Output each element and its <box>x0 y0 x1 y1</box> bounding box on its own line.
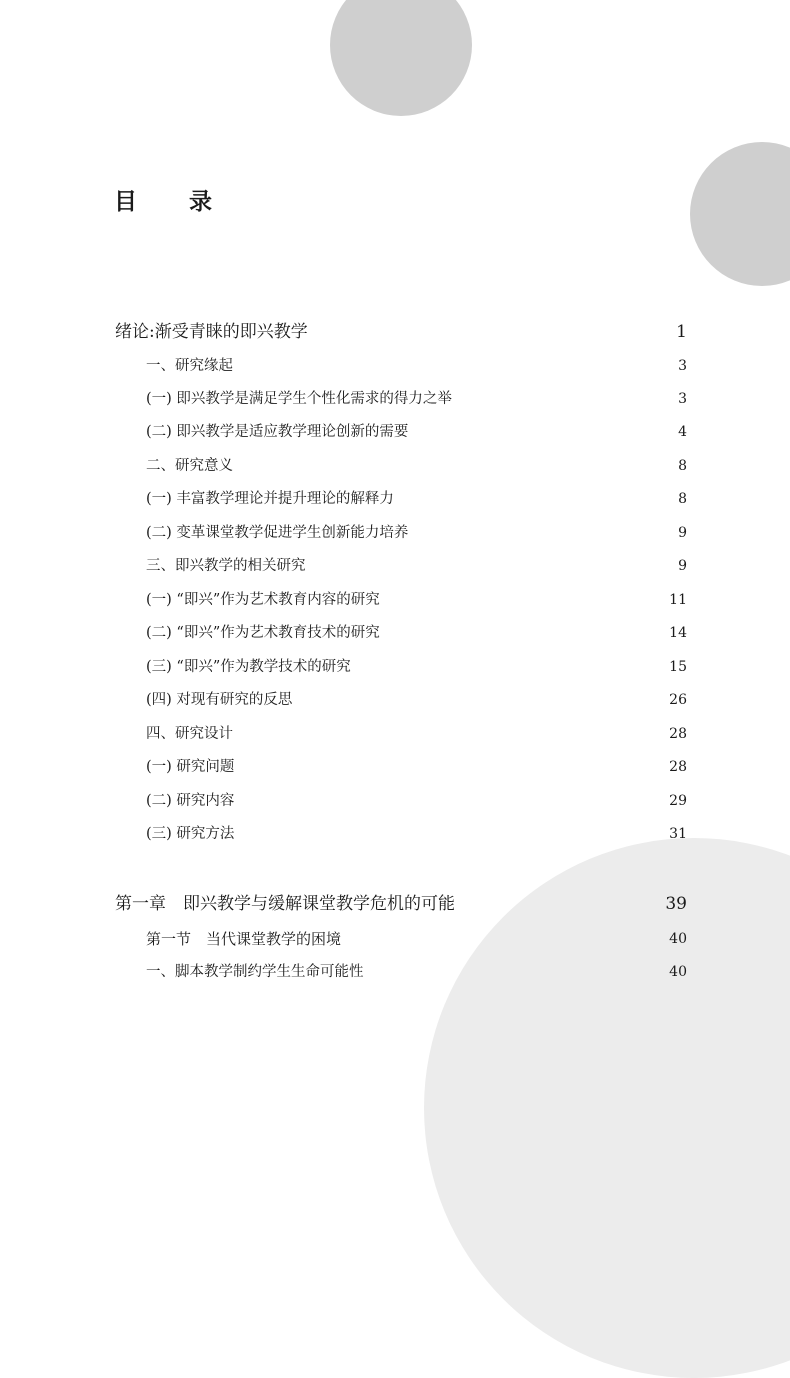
toc-entry[interactable] <box>0 925 790 953</box>
toc-entry-label: (二) 即兴教学是适应教学理论创新的需要 <box>146 424 409 440</box>
toc-entry[interactable] <box>0 552 790 580</box>
toc-entry-label: (一) 研究问题 <box>146 759 235 775</box>
toc-entry-page: 9 <box>678 558 687 574</box>
toc-entry-page: 40 <box>669 931 687 947</box>
toc-entry[interactable] <box>0 958 790 986</box>
toc-entry-page: 40 <box>669 964 687 980</box>
toc-entry-page: 8 <box>678 458 687 474</box>
toc-entry-label: 一、脚本教学制约学生生命可能性 <box>146 964 364 980</box>
toc-entry[interactable] <box>0 890 790 918</box>
toc-entry[interactable] <box>0 720 790 748</box>
toc-entry-label: (三) 研究方法 <box>146 826 235 842</box>
toc-entry-label: 二、研究意义 <box>146 458 233 474</box>
toc-entry-page: 4 <box>678 424 687 440</box>
toc-entry-page: 9 <box>678 525 687 541</box>
title-char-2: 录 <box>189 188 212 215</box>
toc-entry-label: 三、即兴教学的相关研究 <box>146 558 306 574</box>
toc-entry[interactable] <box>0 385 790 413</box>
toc-entry-page: 39 <box>665 894 687 914</box>
toc-entry[interactable] <box>0 753 790 781</box>
toc-entry-label: (二) 研究内容 <box>146 793 235 809</box>
toc-entry-page: 8 <box>678 491 687 507</box>
toc-entry-label: (三) “即兴”作为教学技术的研究 <box>146 659 351 675</box>
toc-entry[interactable] <box>0 686 790 714</box>
toc-entry[interactable] <box>0 452 790 480</box>
toc-entry[interactable] <box>0 653 790 681</box>
toc-entry[interactable] <box>0 787 790 815</box>
toc-entry-label: 绪论:渐受青睐的即兴教学 <box>115 322 308 342</box>
toc-entry[interactable] <box>0 619 790 647</box>
toc-entry-label: 一、研究缘起 <box>146 358 233 374</box>
toc-entry-page: 29 <box>669 793 687 809</box>
toc-entry-page: 3 <box>678 358 687 374</box>
toc-entry-label: (一) 丰富教学理论并提升理论的解释力 <box>146 491 394 507</box>
title-char-1: 目 <box>114 188 137 215</box>
toc-entry[interactable] <box>0 519 790 547</box>
toc-entry-page: 1 <box>676 322 687 342</box>
toc-entry-page: 15 <box>669 659 687 675</box>
toc-entry-page: 14 <box>669 625 687 641</box>
toc-entry[interactable] <box>0 352 790 380</box>
toc-entry[interactable] <box>0 586 790 614</box>
toc-entry-label: 第一章 即兴教学与缓解课堂教学危机的可能 <box>115 894 455 914</box>
toc-entry[interactable] <box>0 485 790 513</box>
toc-entry-label: 第一节 当代课堂教学的困境 <box>146 930 342 948</box>
toc-entry-label: (一) 即兴教学是满足学生个性化需求的得力之举 <box>146 391 452 407</box>
toc-entry[interactable] <box>0 318 790 346</box>
toc-entry-label: (二) “即兴”作为艺术教育技术的研究 <box>146 625 380 641</box>
toc-entry[interactable] <box>0 820 790 848</box>
toc-entry-page: 31 <box>669 826 687 842</box>
toc-entry-label: (二) 变革课堂教学促进学生创新能力培养 <box>146 525 409 541</box>
toc-entry-label: 四、研究设计 <box>146 726 233 742</box>
toc-entry-page: 3 <box>678 391 687 407</box>
toc-entry-page: 28 <box>669 726 687 742</box>
toc-entry-page: 11 <box>669 592 687 608</box>
toc-entry[interactable] <box>0 418 790 446</box>
toc-entry-label: (一) “即兴”作为艺术教育内容的研究 <box>146 592 380 608</box>
toc-entry-page: 26 <box>669 692 687 708</box>
toc-entry-page: 28 <box>669 759 687 775</box>
toc-entry-label: (四) 对现有研究的反思 <box>146 692 293 708</box>
